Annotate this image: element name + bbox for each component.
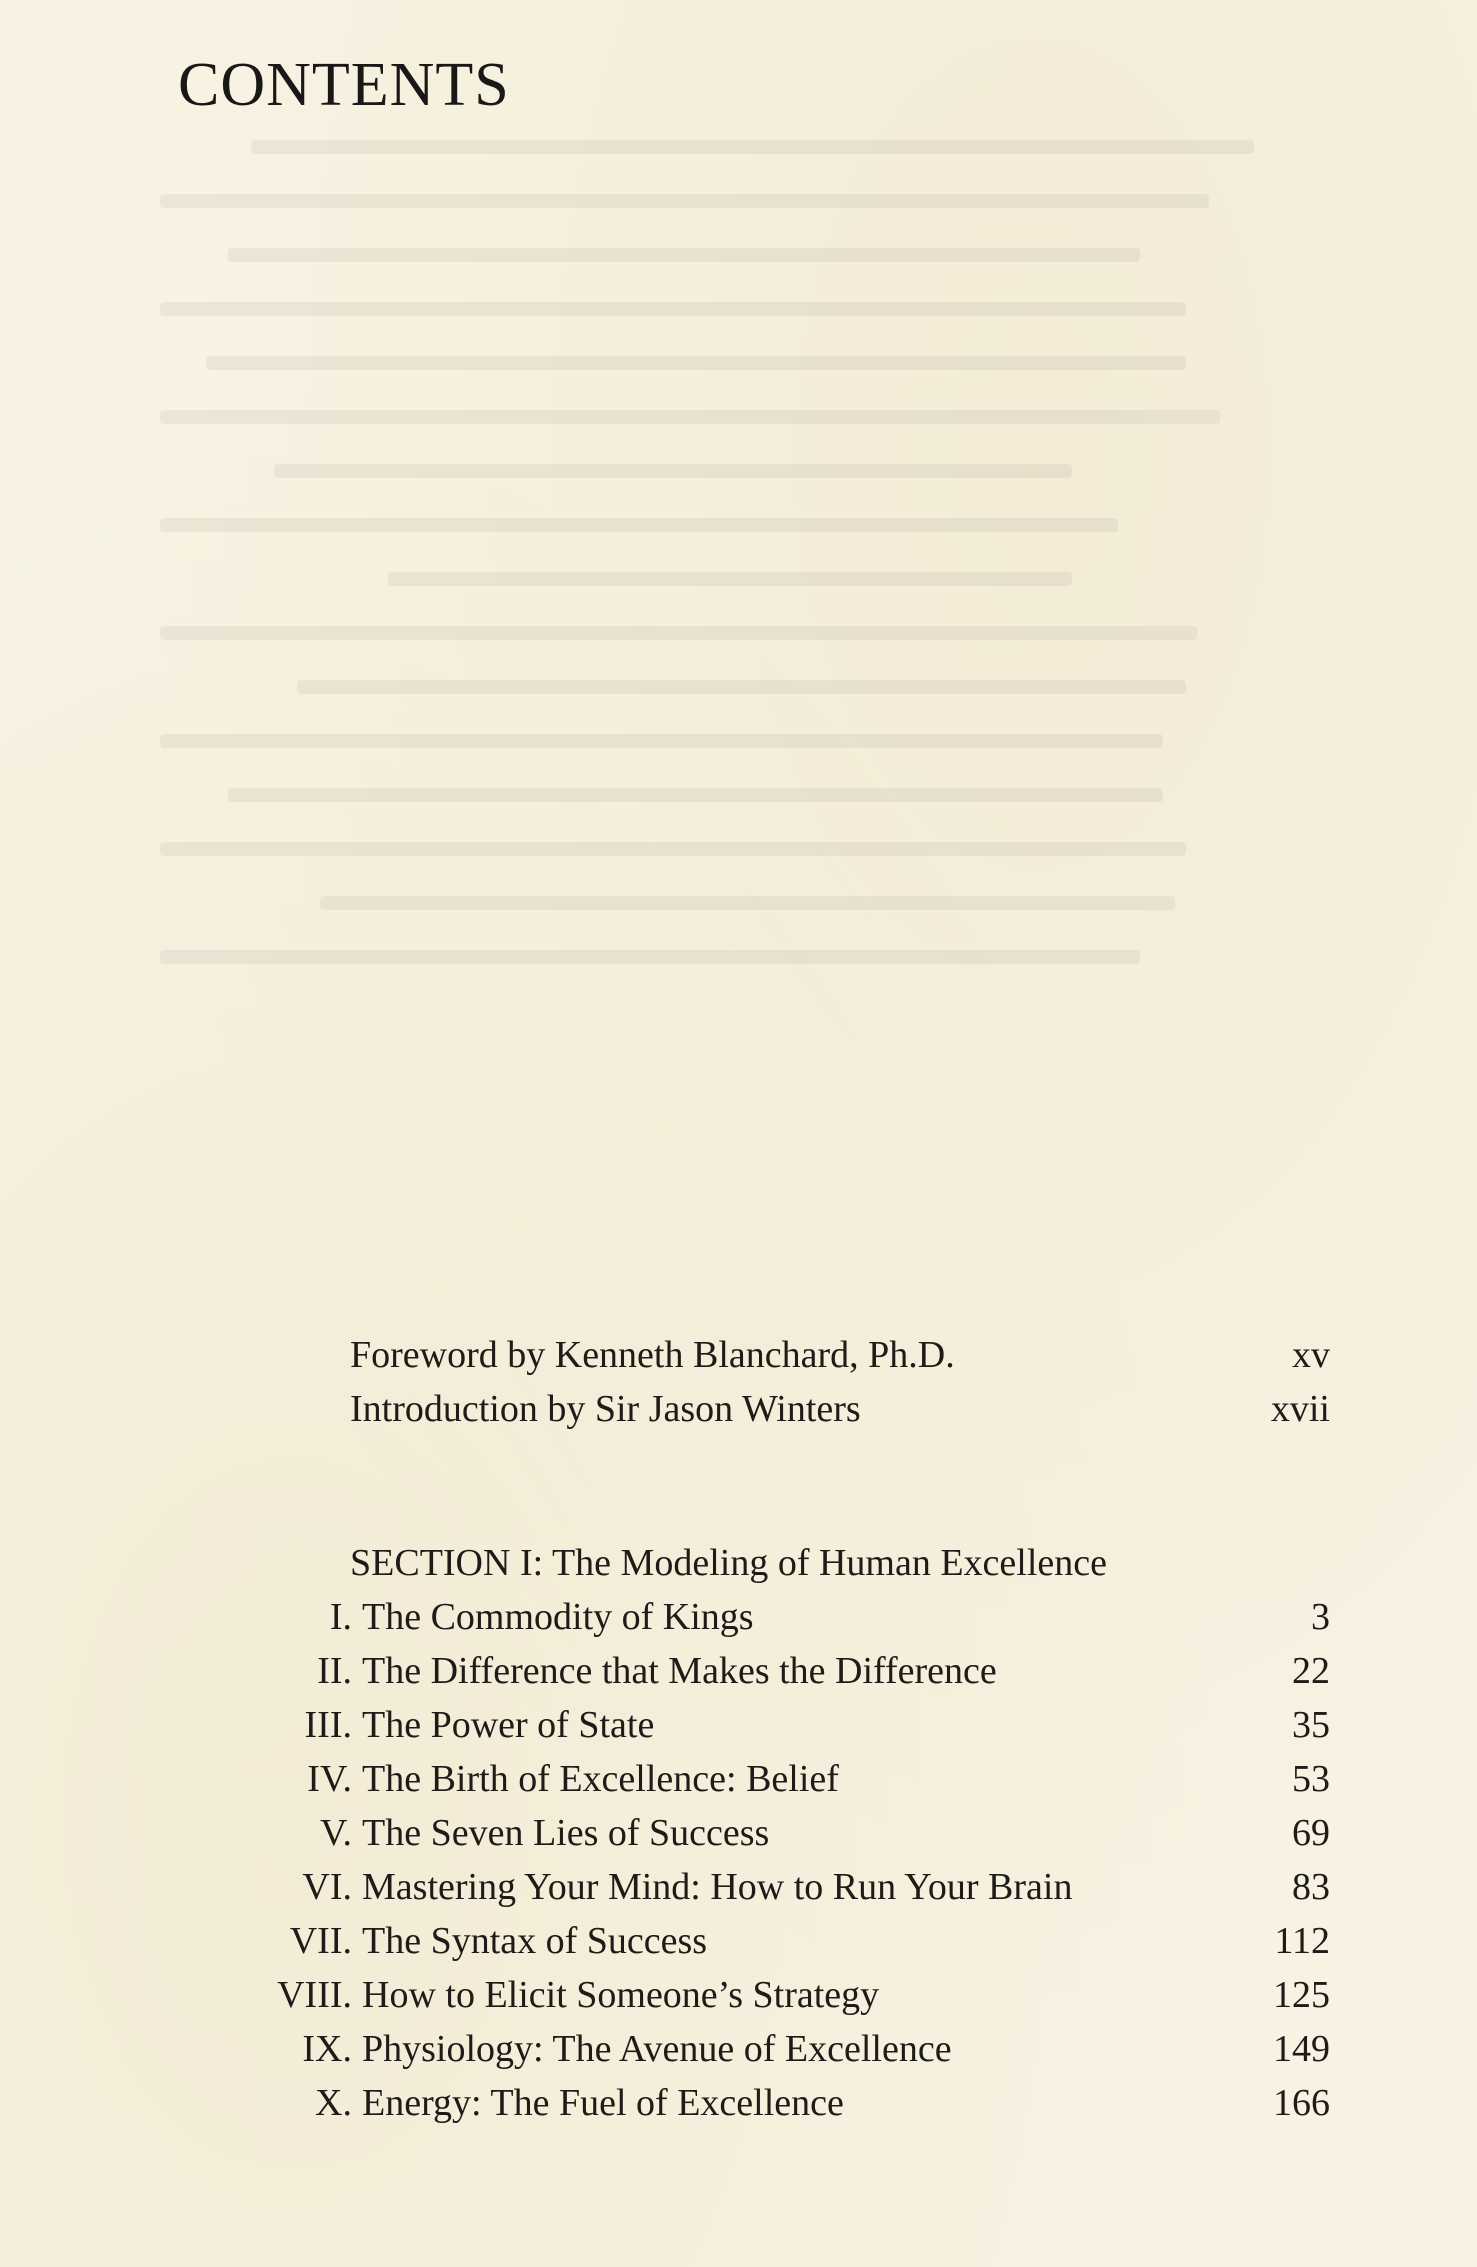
chapter-page: 69	[1292, 1812, 1330, 1854]
chapter-title: How to Elicit Someone’s Strategy	[362, 1974, 880, 2016]
chapter-number: I.	[329, 1596, 352, 1638]
chapter-page: 83	[1292, 1866, 1330, 1908]
toc-entry-page: xv	[1292, 1334, 1330, 1376]
toc-entry-title: Introduction by Sir Jason Winters	[350, 1388, 861, 1430]
chapter-number: IV.	[307, 1758, 352, 1800]
chapter-title: Physiology: The Avenue of Excellence	[362, 2028, 952, 2070]
bleed-through-texture	[160, 140, 1300, 1180]
chapter-number: X.	[315, 2082, 352, 2124]
chapter-number: II.	[317, 1650, 352, 1692]
chapter-title: Energy: The Fuel of Excellence	[362, 2082, 844, 2124]
toc-row-chapter[interactable]	[230, 1698, 1330, 1752]
chapter-number: V.	[319, 1812, 352, 1854]
chapter-page: 53	[1292, 1758, 1330, 1800]
chapter-title: The Power of State	[362, 1704, 655, 1746]
chapter-title: The Seven Lies of Success	[362, 1812, 770, 1854]
chapter-title: The Commodity of Kings	[362, 1596, 754, 1638]
chapter-title: Mastering Your Mind: How to Run Your Brain	[362, 1866, 1073, 1908]
toc-row-chapter[interactable]	[230, 2076, 1330, 2130]
chapter-number: IX.	[302, 2028, 352, 2070]
chapter-page: 3	[1311, 1596, 1330, 1638]
toc-row-chapter[interactable]	[230, 1752, 1330, 1806]
toc-row-foreword[interactable]	[230, 1328, 1330, 1382]
toc-row-introduction[interactable]	[230, 1382, 1330, 1436]
section-title: SECTION I: The Modeling of Human Excellence	[350, 1542, 1107, 1584]
chapter-number: VII.	[289, 1920, 352, 1962]
chapter-number: VIII.	[277, 1974, 352, 2016]
chapter-page: 112	[1274, 1920, 1330, 1962]
toc-row-chapter[interactable]	[230, 1968, 1330, 2022]
toc-row-chapter[interactable]	[230, 1590, 1330, 1644]
chapter-number: III.	[304, 1704, 352, 1746]
chapter-number: VI.	[302, 1866, 352, 1908]
toc-row-chapter[interactable]	[230, 1914, 1330, 1968]
page-title: CONTENTS	[178, 51, 510, 119]
toc-row-chapter[interactable]	[230, 1860, 1330, 1914]
chapter-title: The Birth of Excellence: Belief	[362, 1758, 839, 1800]
table-of-contents	[230, 1328, 1330, 2130]
chapter-title: The Syntax of Success	[362, 1920, 708, 1962]
toc-entry-page: xvii	[1270, 1388, 1330, 1430]
chapter-page: 149	[1273, 2028, 1330, 2070]
spacer	[230, 1436, 1330, 1536]
section-heading	[230, 1536, 1330, 1590]
toc-entry-title: Foreword by Kenneth Blanchard, Ph.D.	[350, 1334, 955, 1376]
toc-row-chapter[interactable]	[230, 2022, 1330, 2076]
chapter-title: The Difference that Makes the Difference	[362, 1650, 997, 1692]
chapter-page: 125	[1273, 1974, 1330, 2016]
chapter-page: 166	[1273, 2082, 1330, 2124]
chapter-page: 35	[1292, 1704, 1330, 1746]
chapter-page: 22	[1292, 1650, 1330, 1692]
toc-row-chapter[interactable]	[230, 1644, 1330, 1698]
toc-row-chapter[interactable]	[230, 1806, 1330, 1860]
